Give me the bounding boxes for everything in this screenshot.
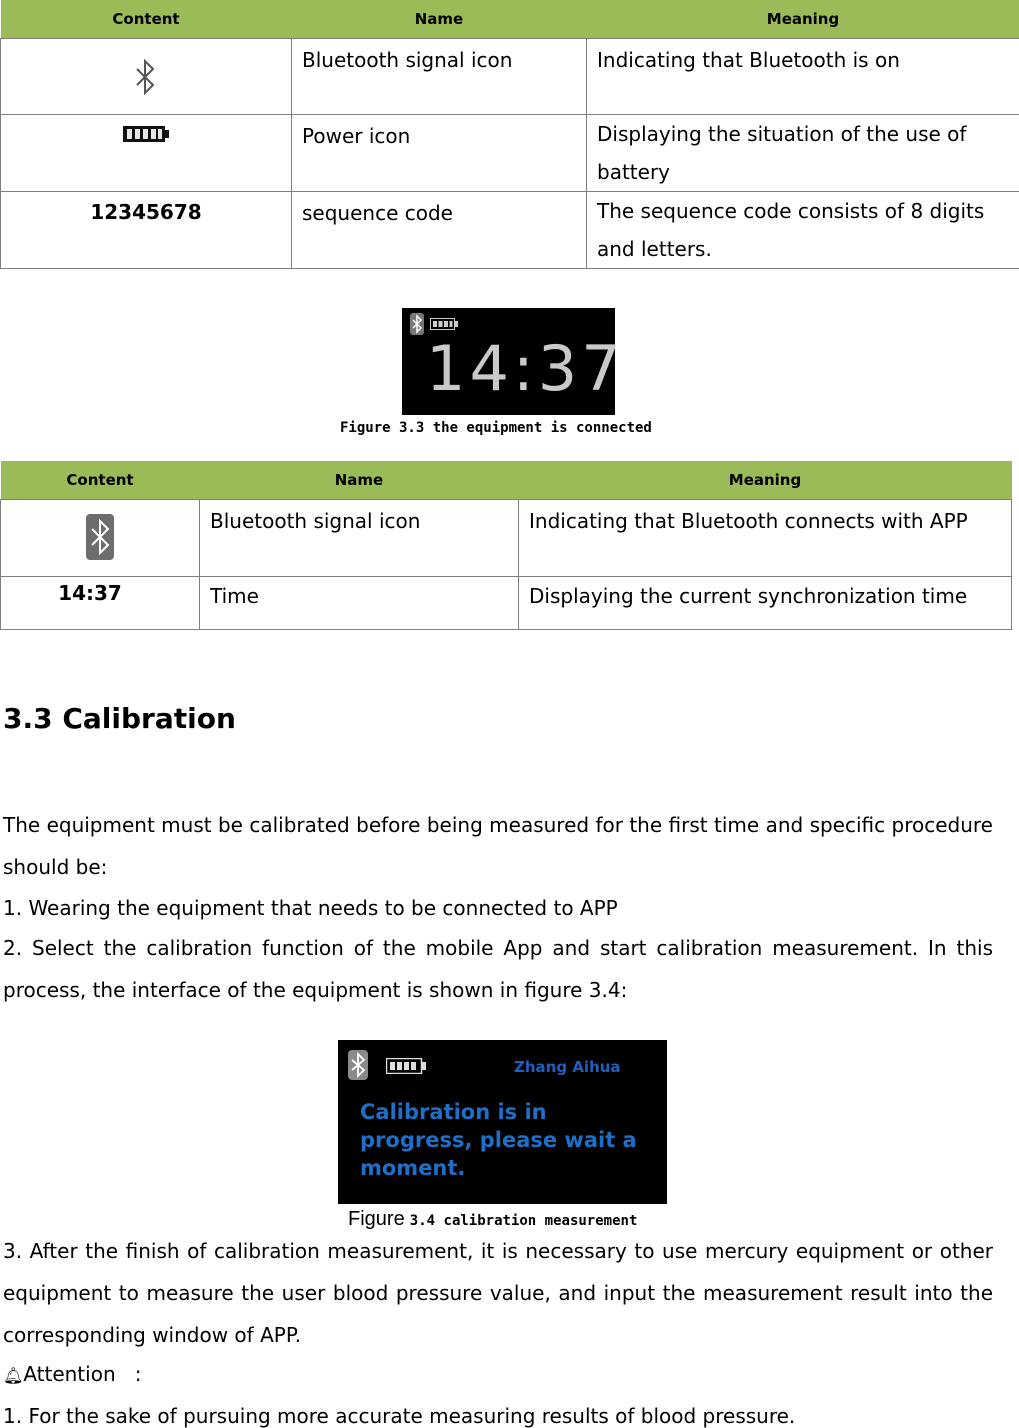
bluetooth-icon: [86, 514, 114, 560]
device-screen-connected: [402, 308, 625, 415]
time-display: 14:37: [426, 332, 625, 405]
table-header-row: [1, 0, 1019, 39]
table-row: [1, 39, 1019, 115]
meaning-cell: Displaying the situation of the use of battery: [587, 115, 1019, 192]
attention-line: [3, 1362, 141, 1386]
battery-icon: [430, 318, 458, 330]
figure-caption: Figure 3.3 the equipment is connected: [340, 420, 652, 436]
battery-icon: [386, 1058, 426, 1074]
name-cell: sequence code: [292, 192, 587, 269]
battery-icon: [122, 125, 170, 143]
content-cell: [1, 115, 292, 192]
bluetooth-icon: [133, 57, 159, 97]
table-row: [1, 192, 1019, 269]
table-connected: [0, 461, 1012, 630]
attention-label: Attention :: [23, 1362, 142, 1386]
section-heading: 3.3 Calibration: [3, 702, 236, 735]
note-1: 1. For the sake of pursuing more accurate measuring results of blood pressure.: [3, 1404, 796, 1428]
meaning-cell: Indicating that Bluetooth connects with APP: [519, 500, 1012, 577]
step-2: 2. Select the calibration function of the mobile App and start calibration measurement. In this process, the interface of the equipment is shown in figure 3.4:: [3, 936, 993, 1002]
name-cell: Power icon: [292, 115, 587, 192]
figure-caption: [348, 1208, 637, 1231]
table-header-row: [1, 461, 1012, 500]
bluetooth-icon: [410, 313, 424, 335]
header-content: Content: [1, 0, 292, 39]
header-name: Name: [292, 0, 587, 39]
name-cell: Bluetooth signal icon: [200, 500, 519, 577]
step-3: 3. After the finish of calibration measurement, it is necessary to use mercury equipment or other equipment to measure the user blood pressure value, and input the measurement result into the corresponding window of APP.: [3, 1239, 993, 1347]
table-row: [1, 577, 1012, 630]
content-cell: 12345678: [1, 192, 292, 269]
header-meaning: Meaning: [519, 461, 1012, 500]
meaning-cell: Indicating that Bluetooth is on: [587, 39, 1019, 115]
caption-rest: 3.4 calibration measurement: [409, 1213, 638, 1229]
header-name: Name: [200, 461, 519, 500]
table-icons: [0, 0, 1019, 269]
caption-word: Figure: [348, 1208, 405, 1230]
bluetooth-icon: [348, 1050, 368, 1080]
header-meaning: Meaning: [587, 0, 1019, 39]
name-cell: Bluetooth signal icon: [292, 39, 587, 115]
step-1: 1. Wearing the equipment that needs to be connected to APP: [3, 896, 618, 920]
header-content: Content: [1, 461, 200, 500]
table-row: [1, 115, 1019, 192]
bell-icon: 🔔︎: [3, 1366, 24, 1385]
user-name: Zhang Aihua: [514, 1058, 621, 1076]
name-cell: Time: [200, 577, 519, 630]
table-row: [1, 500, 1012, 577]
content-cell: 14:37: [1, 577, 200, 630]
device-screen-calibration: [338, 1040, 667, 1204]
content-cell: [1, 39, 292, 115]
meaning-cell: The sequence code consists of 8 digits and letters.: [587, 192, 1019, 269]
intro-paragraph: The equipment must be calibrated before being measured for the first time and specific procedure should be:: [3, 813, 993, 879]
meaning-cell: Displaying the current synchronization time: [519, 577, 1012, 630]
calibration-message: Calibration is in progress, please wait a moment.: [360, 1100, 637, 1180]
content-cell: [1, 500, 200, 577]
